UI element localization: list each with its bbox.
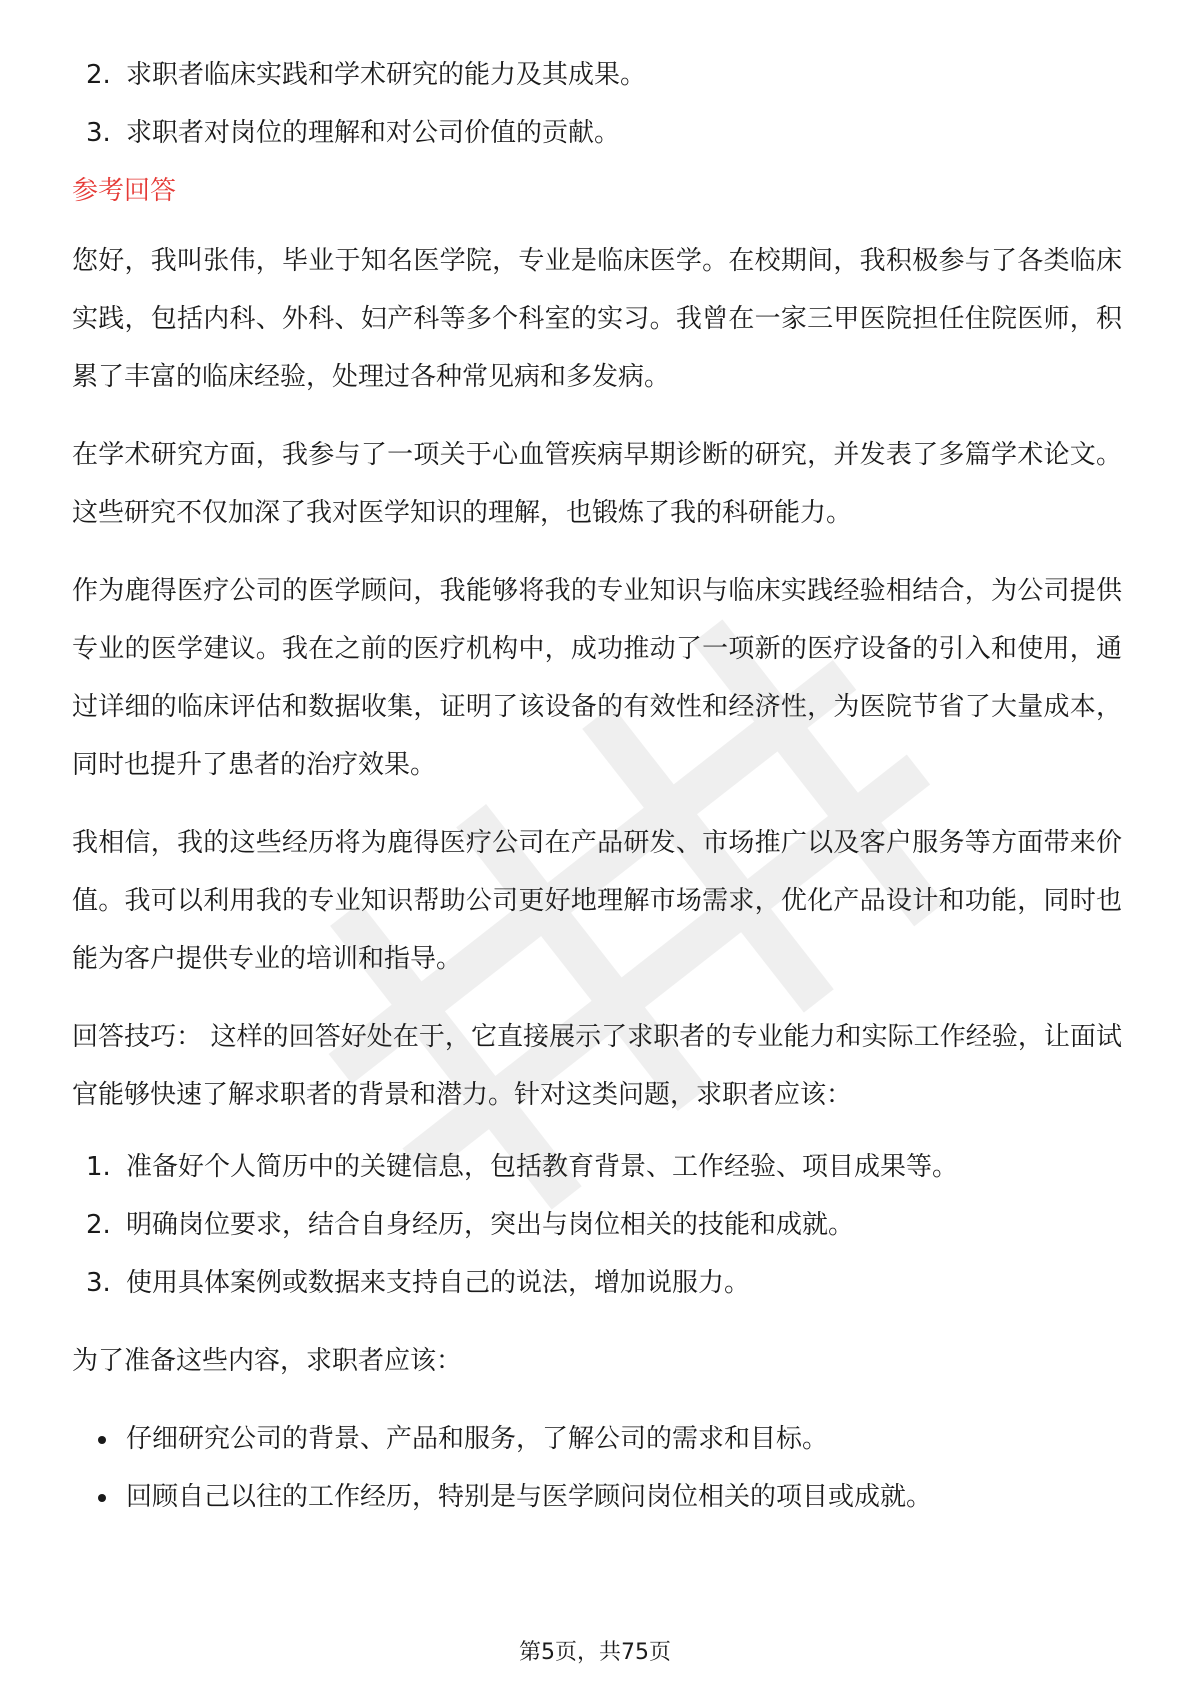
- answer-paragraph: 我相信，我的这些经历将为鹿得医疗公司在产品研发、市场推广以及客户服务等方面带来价值。我可以利用我的专业知识帮助公司更好地理解市场需求，优化产品设计和功能，同时也能为客户提供专业的培训和指导。: [72, 828, 1122, 974]
- list-item: [72, 118, 1122, 148]
- list-item-text: 明确岗位要求，结合自身经历，突出与岗位相关的技能和成就。: [126, 1210, 855, 1240]
- bullet-item: [72, 1424, 1122, 1454]
- page-footer: 第5页，共75页: [519, 1640, 671, 1665]
- list-item-text: 求职者临床实践和学术研究的能力及其成果。: [126, 60, 647, 90]
- list-item: [72, 60, 1122, 90]
- answer-paragraph: 作为鹿得医疗公司的医学顾问，我能够将我的专业知识与临床实践经验相结合，为公司提供专业的医学建议。我在之前的医疗机构中，成功推动了一项新的医疗设备的引入和使用，通过详细的临床评估和数据收集，证明了该设备的有效性和经济性，为医院节省了大量成本，同时也提升了患者的治疗效果。: [72, 576, 1122, 780]
- answer-paragraph: 在学术研究方面，我参与了一项关于心血管疾病早期诊断的研究，并发表了多篇学术论文。这些研究不仅加深了我对医学知识的理解，也锻炼了我的科研能力。: [72, 440, 1122, 528]
- list-item-text: 准备好个人简历中的关键信息，包括教育背景、工作经验、项目成果等。: [126, 1152, 959, 1182]
- section-heading: 参考回答: [72, 176, 177, 206]
- criteria-list: [72, 60, 1122, 148]
- bullet-dot-icon: [98, 1494, 106, 1502]
- bullet-text: 仔细研究公司的背景、产品和服务，了解公司的需求和目标。: [126, 1424, 829, 1454]
- tips-paragraph: 回答技巧： 这样的回答好处在于，它直接展示了求职者的专业能力和实际工作经验，让面试官能够快速了解求职者的背景和潜力。针对这类问题，求职者应该：: [72, 1022, 1122, 1110]
- prep-intro: 为了准备这些内容，求职者应该：: [72, 1346, 463, 1376]
- bullet-text: 回顾自己以往的工作经历，特别是与医学顾问岗位相关的项目或成就。: [126, 1482, 933, 1512]
- tips-list: [72, 1152, 1122, 1298]
- answer-paragraph: 您好，我叫张伟，毕业于知名医学院，专业是临床医学。在校期间，我积极参与了各类临床实践，包括内科、外科、妇产科等多个科室的实习。我曾在一家三甲医院担任住院医师，积累了丰富的临床经验，处理过各种常见病和多发病。: [72, 246, 1122, 392]
- list-item: [72, 1152, 1122, 1182]
- bullet-dot-icon: [98, 1436, 106, 1444]
- list-number: 3.: [86, 118, 111, 148]
- list-number: 1.: [86, 1152, 111, 1182]
- bullet-item: [72, 1482, 1122, 1512]
- content-area: [72, 60, 1122, 1540]
- list-number: 2.: [86, 1210, 111, 1240]
- prep-bullet-list: [72, 1424, 1122, 1512]
- list-item: [72, 1268, 1122, 1298]
- list-item-text: 求职者对岗位的理解和对公司价值的贡献。: [126, 118, 621, 148]
- list-number: 2.: [86, 60, 111, 90]
- list-number: 3.: [86, 1268, 111, 1298]
- list-item-text: 使用具体案例或数据来支持自己的说法，增加说服力。: [126, 1268, 751, 1298]
- list-item: [72, 1210, 1122, 1240]
